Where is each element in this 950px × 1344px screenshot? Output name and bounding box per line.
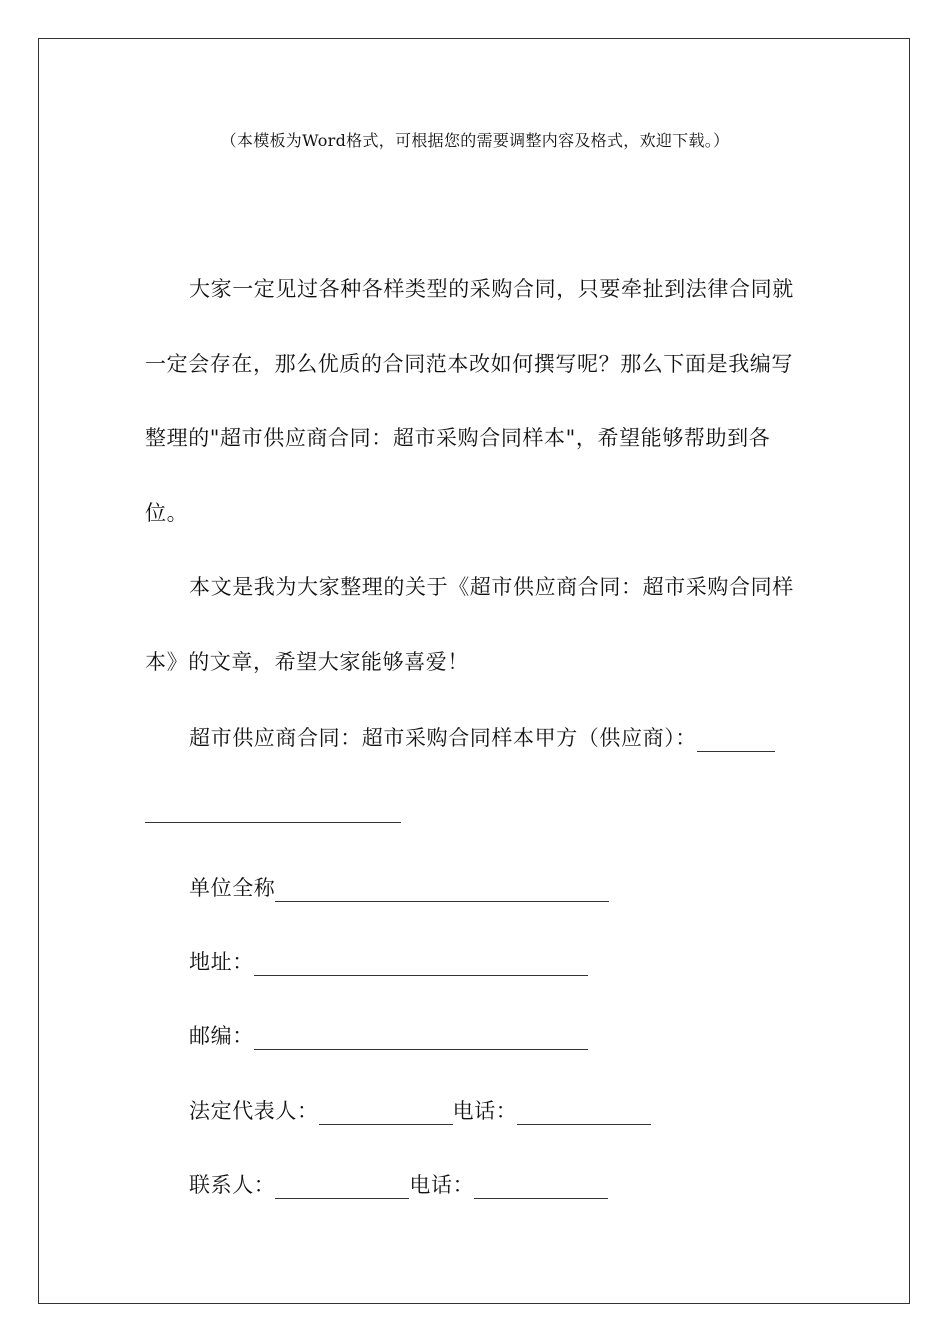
article-paragraph bbox=[145, 550, 795, 699]
contact-blank bbox=[275, 1176, 409, 1199]
legal-rep-label: 法定代表人： bbox=[189, 1099, 319, 1123]
party-a-blank-continued bbox=[145, 800, 401, 823]
address-blank bbox=[254, 953, 588, 976]
intro-paragraph-text: 大家一定见过各种各样类型的采购合同，只要牵扯到法律合同就一定会存在，那么优质的合同范本改如何撰写呢？那么下面是我编写整理的"超市供应商合同：超市采购合同样本"，希望能够帮助到各位。 bbox=[145, 277, 794, 525]
legal-rep-line bbox=[189, 1095, 651, 1125]
postcode-blank bbox=[254, 1027, 588, 1050]
contact-label: 联系人： bbox=[189, 1173, 276, 1197]
unit-name-blank bbox=[275, 879, 609, 902]
phone-label-2: 电话： bbox=[409, 1173, 475, 1197]
article-paragraph-text: 本文是我为大家整理的关于《超市供应商合同：超市采购合同样本》的文章，希望大家能够喜爱！ bbox=[145, 575, 794, 674]
party-a-blank bbox=[697, 729, 775, 752]
unit-name-line bbox=[189, 872, 609, 902]
intro-paragraph bbox=[145, 252, 795, 550]
postcode-line bbox=[189, 1020, 588, 1050]
phone-label-1: 电话： bbox=[452, 1099, 518, 1123]
contact-line bbox=[189, 1169, 608, 1199]
legal-rep-blank bbox=[319, 1102, 453, 1125]
unit-name-label: 单位全称 bbox=[189, 876, 276, 900]
phone-blank-2 bbox=[474, 1176, 608, 1199]
address-line bbox=[189, 946, 588, 976]
party-a-label: 超市供应商合同：超市采购合同样本甲方（供应商）： bbox=[189, 726, 697, 750]
address-label: 地址： bbox=[189, 950, 254, 974]
party-a-line bbox=[189, 722, 775, 752]
party-a-blank-2 bbox=[145, 800, 401, 823]
template-note: （本模板为Word格式，可根据您的需要调整内容及格式，欢迎下载。） bbox=[220, 131, 730, 150]
phone-blank-1 bbox=[517, 1102, 651, 1125]
postcode-label: 邮编： bbox=[189, 1024, 254, 1048]
